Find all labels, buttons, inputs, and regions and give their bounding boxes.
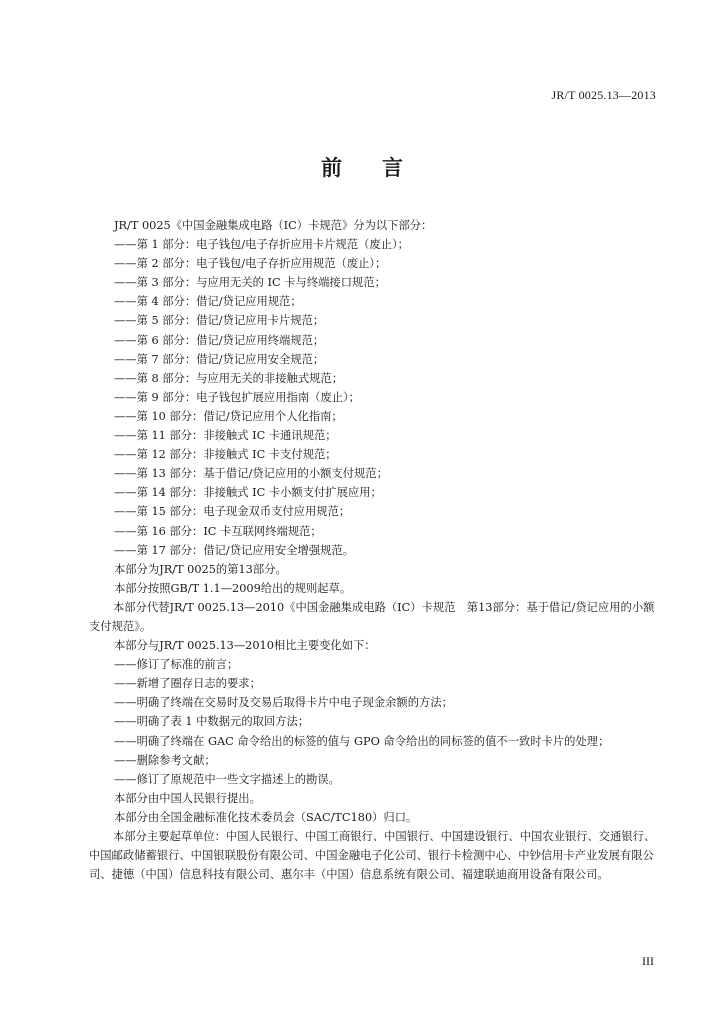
part-item: ——第 3 部分：与应用无关的 IC 卡与终端接口规范；	[114, 276, 386, 290]
part-item: ——第 4 部分：借记/贷记应用规范；	[114, 295, 302, 309]
change-item: ——明确了终端在交易时及交易后取得卡片中电子现金余额的方法；	[114, 696, 453, 710]
part-item: ——第 15 部分：电子现金双币支付应用规范；	[114, 505, 351, 519]
drafting-units: 本部分主要起草单位：中国人民银行、中国工商银行、中国银行、中国建设银行、中国农业银行、交通银行、中国邮政储蓄银行、中国银联股份有限公司、中国金融电子化公司、银行卡检测中心、中钞信用卡产业发展有限公司、捷德（中国）信息科技有限公司、惠尔丰（中国）信息系统有限公司、福建联迪商用设备有限公司。	[89, 830, 656, 882]
part-item: ——第 8 部分：与应用无关的非接触式规范；	[114, 371, 344, 385]
change-item: ——修订了原规范中一些文字描述上的勘误。	[114, 772, 340, 786]
part-item: ——第 14 部分：非接触式 IC 卡小额支付扩展应用；	[114, 486, 382, 500]
proposed-by: 本部分由中国人民银行提出。	[114, 791, 261, 805]
change-item: ——明确了终端在 GAC 命令给出的标签的值与 GPO 命令给出的同标签的值不一致时卡片的处理；	[114, 734, 610, 748]
foreword-body	[90, 216, 660, 884]
replaces-paragraph: 本部分代替JR/T 0025.13—2010《中国金融集成电路（IC）卡规范 第13部分：基于借记/贷记应用的小额支付规范》。	[89, 600, 655, 633]
header-rule	[67, 108, 657, 109]
part-item: ——第 17 部分：借记/贷记应用安全增强规范。	[114, 543, 355, 557]
intro-paragraph: JR/T 0025《中国金融集成电路（IC）卡规范》分为以下部分：	[114, 219, 433, 232]
statement-part-number: 本部分为JR/T 0025的第13部分。	[114, 562, 287, 576]
part-item: ——第 5 部分：借记/贷记应用卡片规范；	[114, 314, 325, 328]
part-item: ——第 7 部分：借记/贷记应用安全规范；	[114, 352, 325, 366]
part-item: ——第 11 部分：非接触式 IC 卡通讯规范；	[114, 429, 337, 443]
part-item: ——第 16 部分：IC 卡互联网终端规范；	[114, 524, 322, 538]
part-item: ——第 12 部分：非接触式 IC 卡支付规范；	[114, 448, 337, 462]
part-item: ——第 2 部分：电子钱包/电子存折应用规范（废止）；	[114, 257, 387, 271]
part-item: ——第 13 部分：基于借记/贷记应用的小额支付规范；	[114, 467, 388, 481]
change-item: ——新增了圈存日志的要求；	[114, 677, 261, 691]
page-number: III	[642, 954, 654, 968]
page-title: 前言	[321, 156, 443, 180]
centralized-by: 本部分由全国金融标准化技术委员会（SAC/TC180）归口。	[114, 810, 418, 824]
change-item: ——明确了表 1 中数据元的取回方法；	[114, 715, 310, 729]
part-item: ——第 1 部分：电子钱包/电子存折应用卡片规范（废止）；	[114, 238, 409, 252]
change-item: ——删除参考文献；	[114, 753, 216, 767]
change-item: ——修订了标准的前言；	[114, 658, 239, 672]
part-item: ——第 6 部分：借记/贷记应用终端规范；	[114, 333, 325, 347]
standard-code: JR/T 0025.13—2013	[551, 88, 656, 102]
statement-drafting-rules: 本部分按照GB/T 1.1—2009给出的规则起草。	[114, 581, 352, 595]
part-item: ——第 9 部分：电子钱包扩展应用指南（废止）；	[114, 390, 360, 404]
part-item: ——第 10 部分：借记/贷记应用个人化指南；	[114, 409, 343, 423]
changes-intro: 本部分与JR/T 0025.13—2010相比主要变化如下：	[114, 639, 376, 653]
